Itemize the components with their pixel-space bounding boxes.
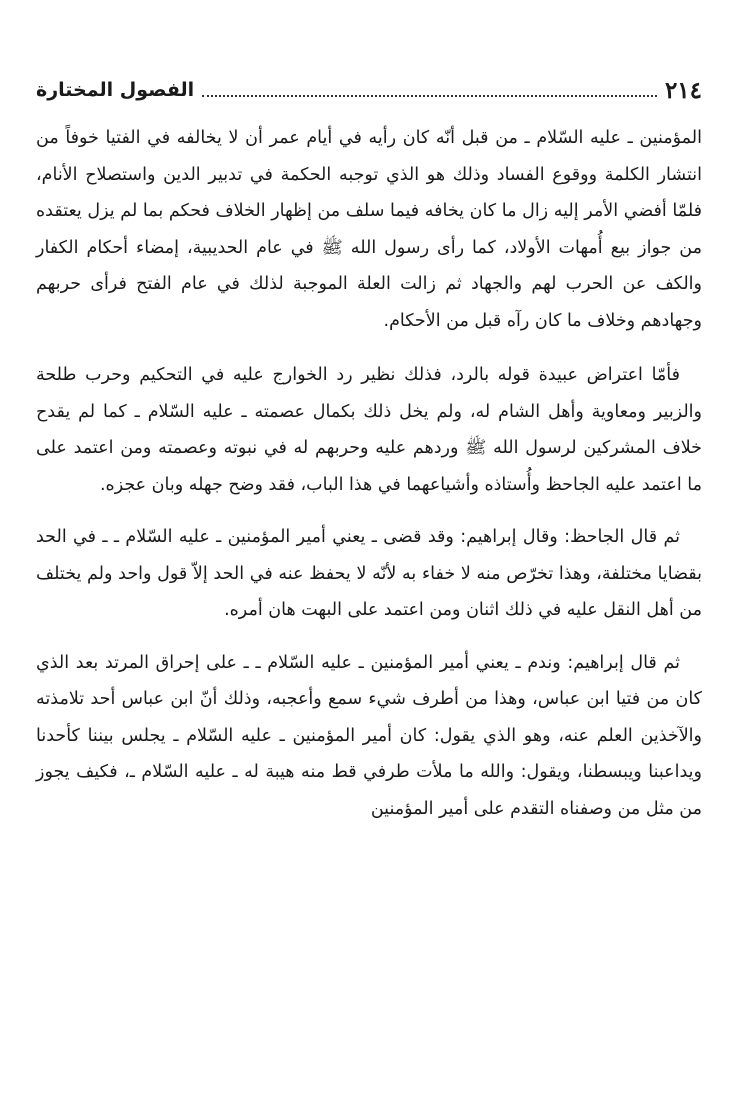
- page-body: [36, 120, 702, 843]
- paragraph-1: المؤمنين ـ عليه السّلام ـ من قبل أنّه كان رأيه في أيام عمر أن لا يخالفه في الفتيا خوفاً من انتشار الكلمة ووقوع الفساد وذلك هو الذي توجبه الحكمة في تدبير الدين واستصلاح الأنام، فلمّا أفضي الأمر إليه زال ما كان يخافه فيما سلف من إظهار الخلاف فحكم بما لم يزل يعتقده من جواز بيع أُمهات الأولاد، كما رأى رسول الله ﷺ في عام الحديبية، إمضاء أحكام الكفار والكف عن الحرب لهم والجهاد ثم زالت العلة الموجبة لذلك في عام الفتح فرأى حربهم وجهادهم وخلاف ما كان رآه قبل من الأحكام.: [36, 128, 702, 331]
- page-number: ٢١٤: [664, 76, 702, 104]
- paragraph-4: ثم قال إبراهيم: وندم ـ يعني أمير المؤمنين ـ عليه السّلام ـ ـ على إحراق المرتد بعد الذي كان من فتيا ابن عباس، وهذا من أطرف شيء سمع وأعجبه، وذلك أنّ ابن عباس أحد تلامذته والآخذين العلم عنه، وهو الذي يقول: كان أمير المؤمنين ـ عليه السّلام ـ يجلس بيننا كأحدنا ويداعبنا ويبسطنا، ويقول: والله ما ملأت طرفي قط منه هيبة له ـ عليه السّلام ـ، فكيف يجوز من مثل من وصفناه التقدم على أمير المؤمنين: [36, 652, 702, 819]
- paragraph-2: فأمّا اعتراض عبيدة قوله بالرد، فذلك نظير رد الخوارج عليه في التحكيم وحرب طلحة والزبير ومعاوية وأهل الشام له، ولم يخل ذلك بكمال عصمته ـ عليه السّلام ـ كما لم يقدح خلاف المشركين لرسول الله ﷺ وردهم عليه وحربهم له في نبوته وعصمته ومن اعتمد على ما اعتمد عليه الجاحظ وأُستاذه وأشياعهما في هذا الباب، فقد وضح جهله وبان عجزه.: [36, 365, 702, 495]
- running-title: الفصول المختارة: [36, 79, 195, 101]
- paragraph-3: ثم قال الجاحظ: وقال إبراهيم: وقد قضى ـ يعني أمير المؤمنين ـ عليه السّلام ـ ـ في الحد بقضايا مختلفة، وهذا تخرّص منه لا خفاء به لأنّه لا يحفظ عنه في الحد إلاّ قول واحد ولم يختلف من أهل النقل عليه في ذلك اثنان ومن اعتمد على البهت هان أمره.: [36, 527, 702, 620]
- header-dotted-rule: [202, 95, 657, 97]
- page-header: [36, 74, 702, 106]
